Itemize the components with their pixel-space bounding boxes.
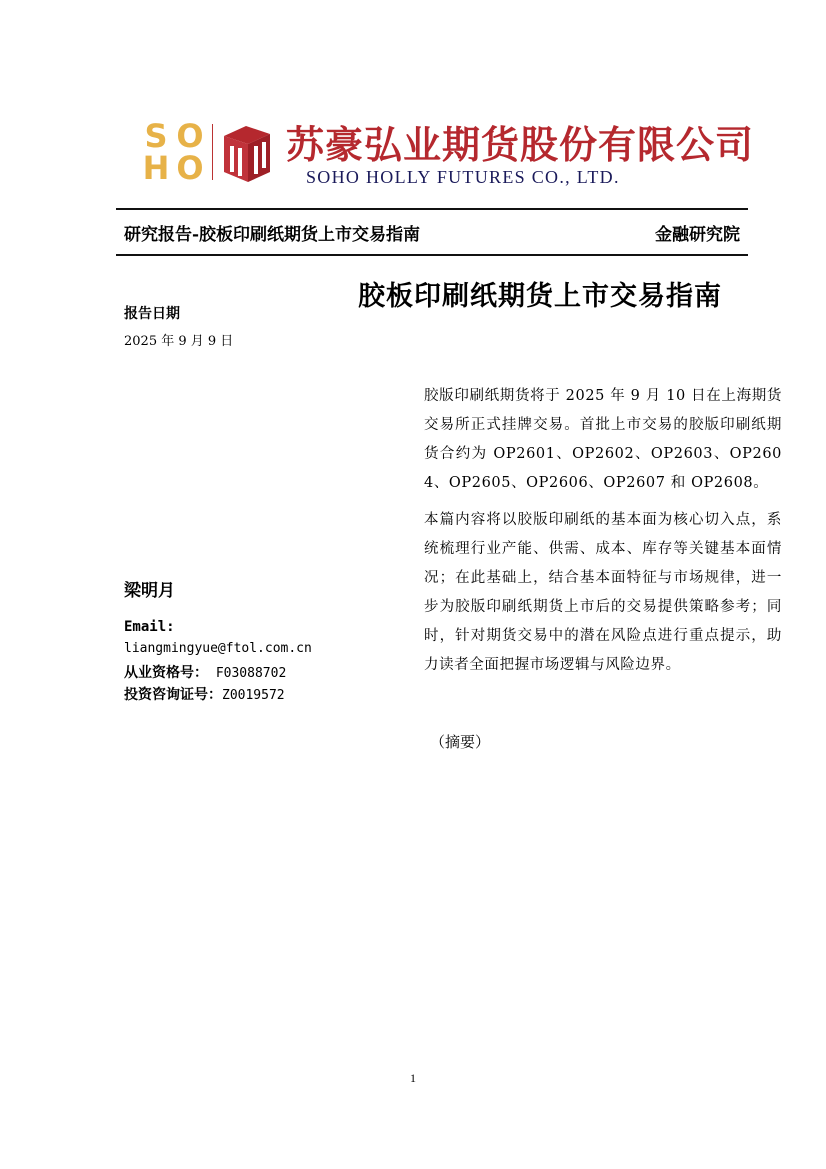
- company-name-en: SOHO HOLLY FUTURES CO., LTD.: [306, 167, 620, 187]
- report-date-label: 报告日期: [124, 306, 180, 322]
- consult-value: Z0019572: [222, 688, 285, 703]
- logo-letter: O: [176, 149, 204, 187]
- consult-row: [124, 684, 285, 704]
- logo-letter: S: [144, 117, 168, 155]
- license-row: [124, 662, 286, 682]
- page-title: 胶板印刷纸期货上市交易指南: [358, 281, 722, 312]
- license-value: F03088702: [208, 666, 287, 681]
- email-value[interactable]: liangmingyue@ftol.com.cn: [124, 641, 312, 656]
- department: 金融研究院: [655, 225, 740, 245]
- license-label: 从业资格号：: [124, 665, 208, 681]
- abstract-label: （摘要）: [430, 733, 491, 751]
- cube-emblem-icon: [220, 122, 274, 184]
- logo-letter: H: [142, 149, 170, 187]
- summary-paragraph-2: 本篇内容将以胶版印刷纸的基本面为核心切入点，系统梳理行业产能、供需、成本、库存等关键基本面情况；在此基础上，结合基本面特征与市场规律，进一步为胶版印刷纸期货上市后的交易提供策略参考；同时，针对期货交易中的潜在风险点进行重点提示，助力读者全面把握市场逻辑与风险边界。: [424, 512, 782, 673]
- soho-letter-mark: [140, 117, 208, 187]
- logo-divider: [212, 124, 213, 180]
- report-type: 研究报告-胶板印刷纸期货上市交易指南: [124, 225, 421, 245]
- page-number: 1: [410, 1071, 416, 1085]
- summary-paragraph-1: 胶版印刷纸期货将于 2025 年 9 月 10 日在上海期货交易所正式挂牌交易。首批上市交易的胶版印刷纸期货合约为 OP2601、OP2602、OP2603、OP2604、OP2605、OP2606、OP2607 和 OP2608。: [424, 388, 782, 491]
- header-bottom-rule: [116, 254, 748, 256]
- report-date-value: 2025 年 9 月 9 日: [124, 334, 234, 349]
- company-name-cn: 苏豪弘业期货股份有限公司: [286, 122, 755, 167]
- company-logo: [140, 117, 755, 190]
- author-name: 梁明月: [124, 581, 175, 601]
- logo-letter: O: [176, 117, 204, 155]
- email-label: Email:: [124, 619, 175, 635]
- header-top-rule: [116, 208, 748, 210]
- consult-label: 投资咨询证号：: [124, 687, 222, 703]
